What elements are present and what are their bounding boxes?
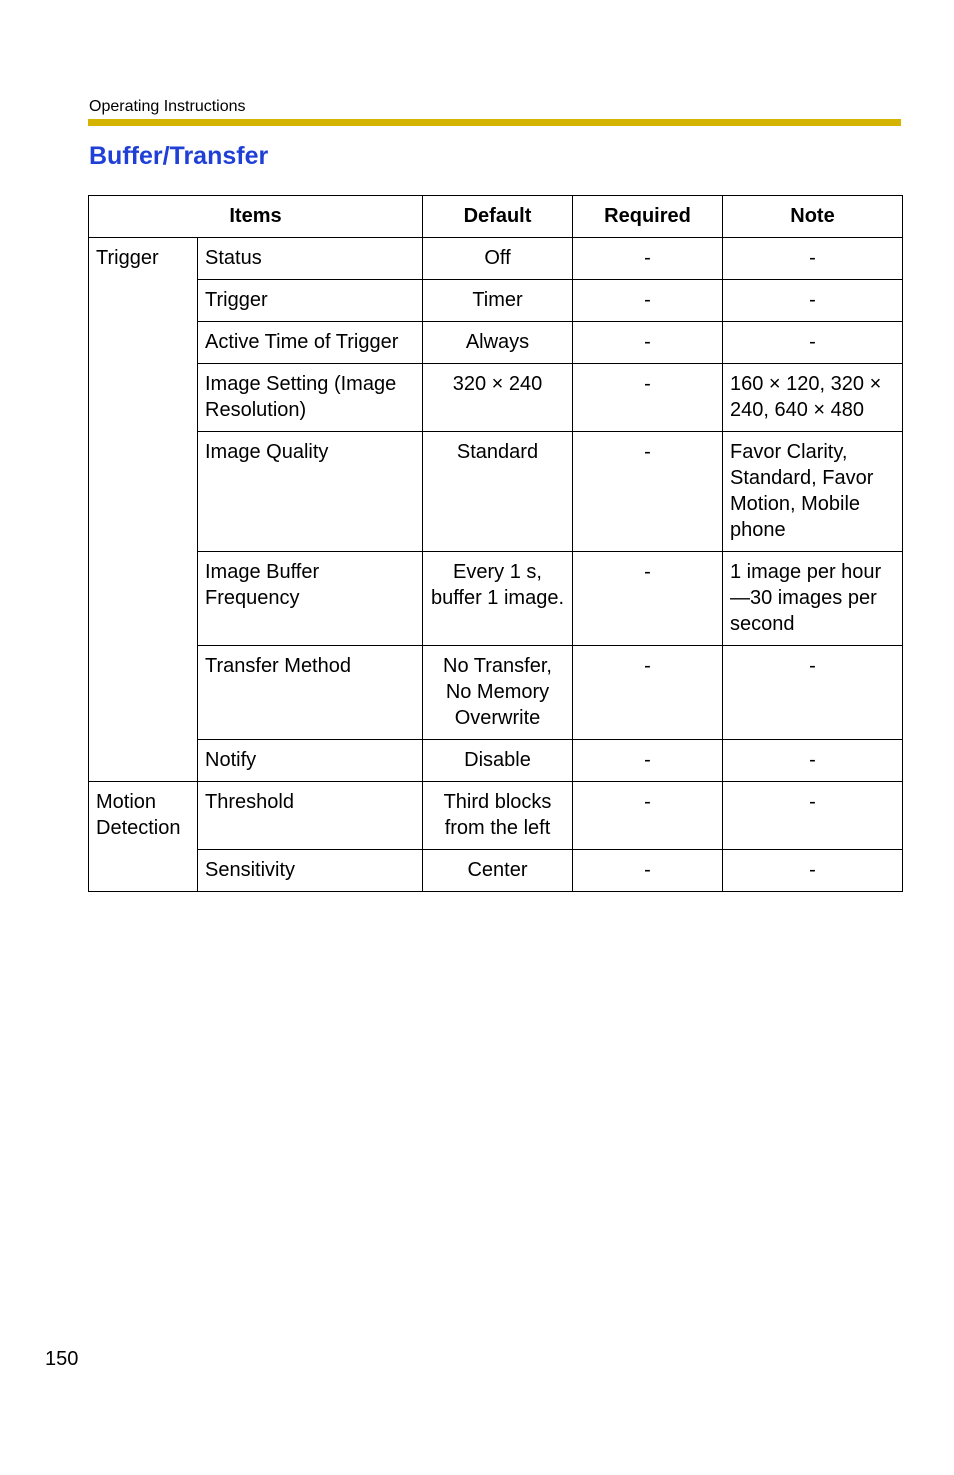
table-row (89, 322, 903, 364)
table-row (89, 280, 903, 322)
row-required: - (573, 432, 723, 552)
table-row (89, 740, 903, 782)
running-header: Operating Instructions (89, 98, 246, 115)
header-note: Note (723, 196, 903, 238)
row-note: - (723, 740, 903, 782)
row-note: Favor Clarity, Standard, Favor Motion, Mobile phone (723, 432, 903, 552)
table-row (89, 432, 903, 552)
table-row (89, 238, 903, 280)
row-item: Image Buffer Frequency (198, 552, 423, 646)
page-number: 150 (45, 1348, 79, 1370)
row-note: 160 × 120, 320 × 240, 640 × 480 (723, 364, 903, 432)
table-row (89, 782, 903, 850)
row-required: - (573, 364, 723, 432)
group-label-motion-detection: Motion Detection (89, 782, 198, 892)
table-row (89, 646, 903, 740)
row-note: - (723, 850, 903, 892)
row-required: - (573, 280, 723, 322)
row-note: 1 image per hour—30 images per second (723, 552, 903, 646)
row-required: - (573, 646, 723, 740)
header-rule (88, 119, 901, 126)
header-required: Required (573, 196, 723, 238)
section-title: Buffer/Transfer (89, 142, 269, 170)
row-item: Sensitivity (198, 850, 423, 892)
row-default: Disable (423, 740, 573, 782)
header-default: Default (423, 196, 573, 238)
row-required: - (573, 322, 723, 364)
row-default: Standard (423, 432, 573, 552)
row-note: - (723, 646, 903, 740)
table-row (89, 364, 903, 432)
row-required: - (573, 552, 723, 646)
row-item: Active Time of Trigger (198, 322, 423, 364)
row-item: Trigger (198, 280, 423, 322)
row-note: - (723, 322, 903, 364)
row-required: - (573, 782, 723, 850)
row-default: No Transfer, No Memory Overwrite (423, 646, 573, 740)
row-required: - (573, 850, 723, 892)
row-note: - (723, 280, 903, 322)
row-default: Every 1 s, buffer 1 image. (423, 552, 573, 646)
row-default: Timer (423, 280, 573, 322)
table-header-row (89, 196, 903, 238)
row-item: Status (198, 238, 423, 280)
row-required: - (573, 238, 723, 280)
settings-table (88, 195, 903, 892)
row-default: Third blocks from the left (423, 782, 573, 850)
row-item: Transfer Method (198, 646, 423, 740)
header-items: Items (89, 196, 423, 238)
row-default: 320 × 240 (423, 364, 573, 432)
table-row (89, 850, 903, 892)
row-item: Image Quality (198, 432, 423, 552)
group-label-trigger: Trigger (89, 238, 198, 782)
row-item: Notify (198, 740, 423, 782)
row-required: - (573, 740, 723, 782)
table-row (89, 552, 903, 646)
row-note: - (723, 238, 903, 280)
row-default: Off (423, 238, 573, 280)
row-default: Always (423, 322, 573, 364)
row-item: Image Setting (Image Resolution) (198, 364, 423, 432)
row-note: - (723, 782, 903, 850)
row-default: Center (423, 850, 573, 892)
row-item: Threshold (198, 782, 423, 850)
